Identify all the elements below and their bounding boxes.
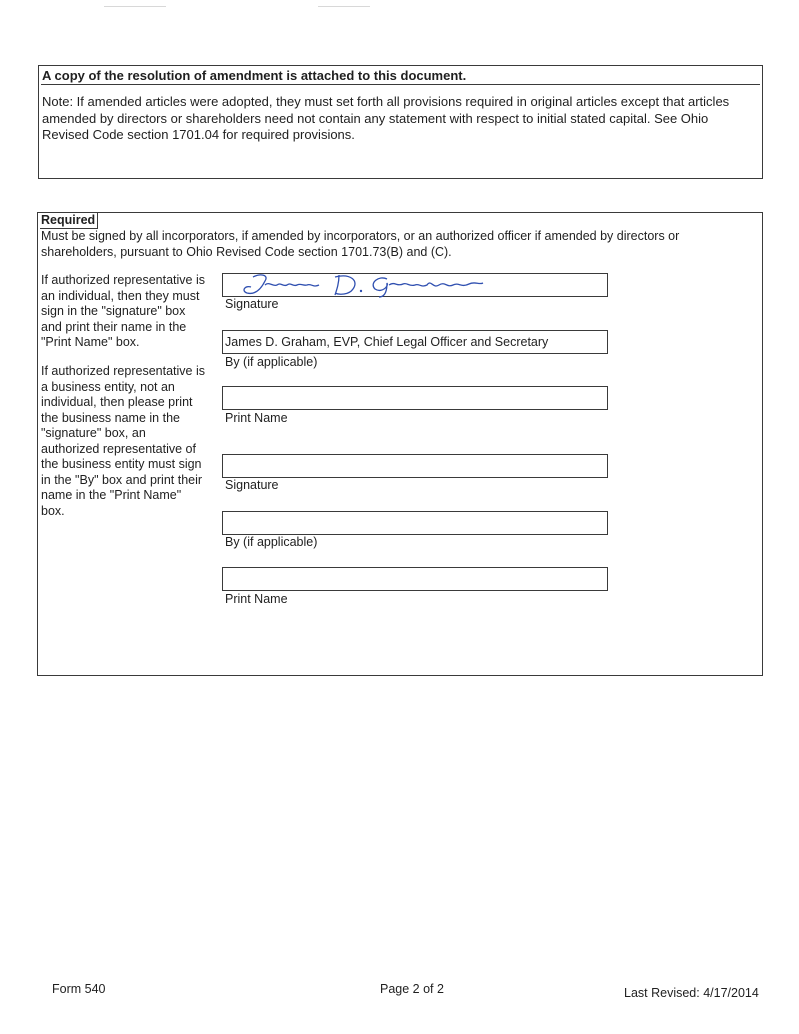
print-name-label-1: Print Name bbox=[225, 411, 288, 425]
print-name-field-1[interactable] bbox=[222, 386, 608, 410]
signature-field-1[interactable] bbox=[222, 273, 608, 297]
by-label-1: By (if applicable) bbox=[225, 355, 318, 369]
handwritten-signature bbox=[239, 271, 509, 299]
required-heading: Required bbox=[40, 213, 98, 229]
amendment-section bbox=[38, 65, 763, 179]
scan-artifact-line bbox=[104, 6, 166, 7]
amendment-note: Note: If amended articles were adopted, they must set forth all provisions required in original articles except that articles amended by directors or shareholders need not contain any statement with respect to initial stated capital. See Ohio Revised Code section 1701.04 for required provisions. bbox=[42, 94, 730, 142]
by-value-1: James D. Graham, EVP, Chief Legal Officer and Secretary bbox=[225, 335, 549, 349]
instructions-individual: If authorized representative is an individual, then they must sign in the "signature" box and print their name in the "Print Name" box. bbox=[41, 273, 205, 349]
signature-label-1: Signature bbox=[225, 297, 279, 311]
signature-field-2[interactable] bbox=[222, 454, 608, 478]
instructions-entity: If authorized representative is a business entity, not an individual, then please print the business name in the "signature" box, an authorized representative of the business entity must sign in the "By" box and print their name in the "Print Name" box. bbox=[41, 364, 205, 518]
by-field-2[interactable] bbox=[222, 511, 608, 535]
required-description: Must be signed by all incorporators, if amended by incorporators, or an authorized officer if amended by directors or shareholders, pursuant to Ohio Revised Code section 1701.73(B) and (C). bbox=[41, 229, 680, 259]
form-number: Form 540 bbox=[52, 982, 106, 996]
print-name-field-2[interactable] bbox=[222, 567, 608, 591]
by-field-1[interactable] bbox=[222, 330, 608, 354]
page-number: Page 2 of 2 bbox=[380, 982, 444, 996]
amendment-heading: A copy of the resolution of amendment is attached to this document. bbox=[41, 66, 760, 85]
last-revised: Last Revised: 4/17/2014 bbox=[624, 986, 759, 1000]
print-name-label-2: Print Name bbox=[225, 592, 288, 606]
required-signature-section bbox=[37, 212, 763, 676]
signature-label-2: Signature bbox=[225, 478, 279, 492]
scan-artifact-line bbox=[318, 6, 370, 7]
by-label-2: By (if applicable) bbox=[225, 535, 318, 549]
